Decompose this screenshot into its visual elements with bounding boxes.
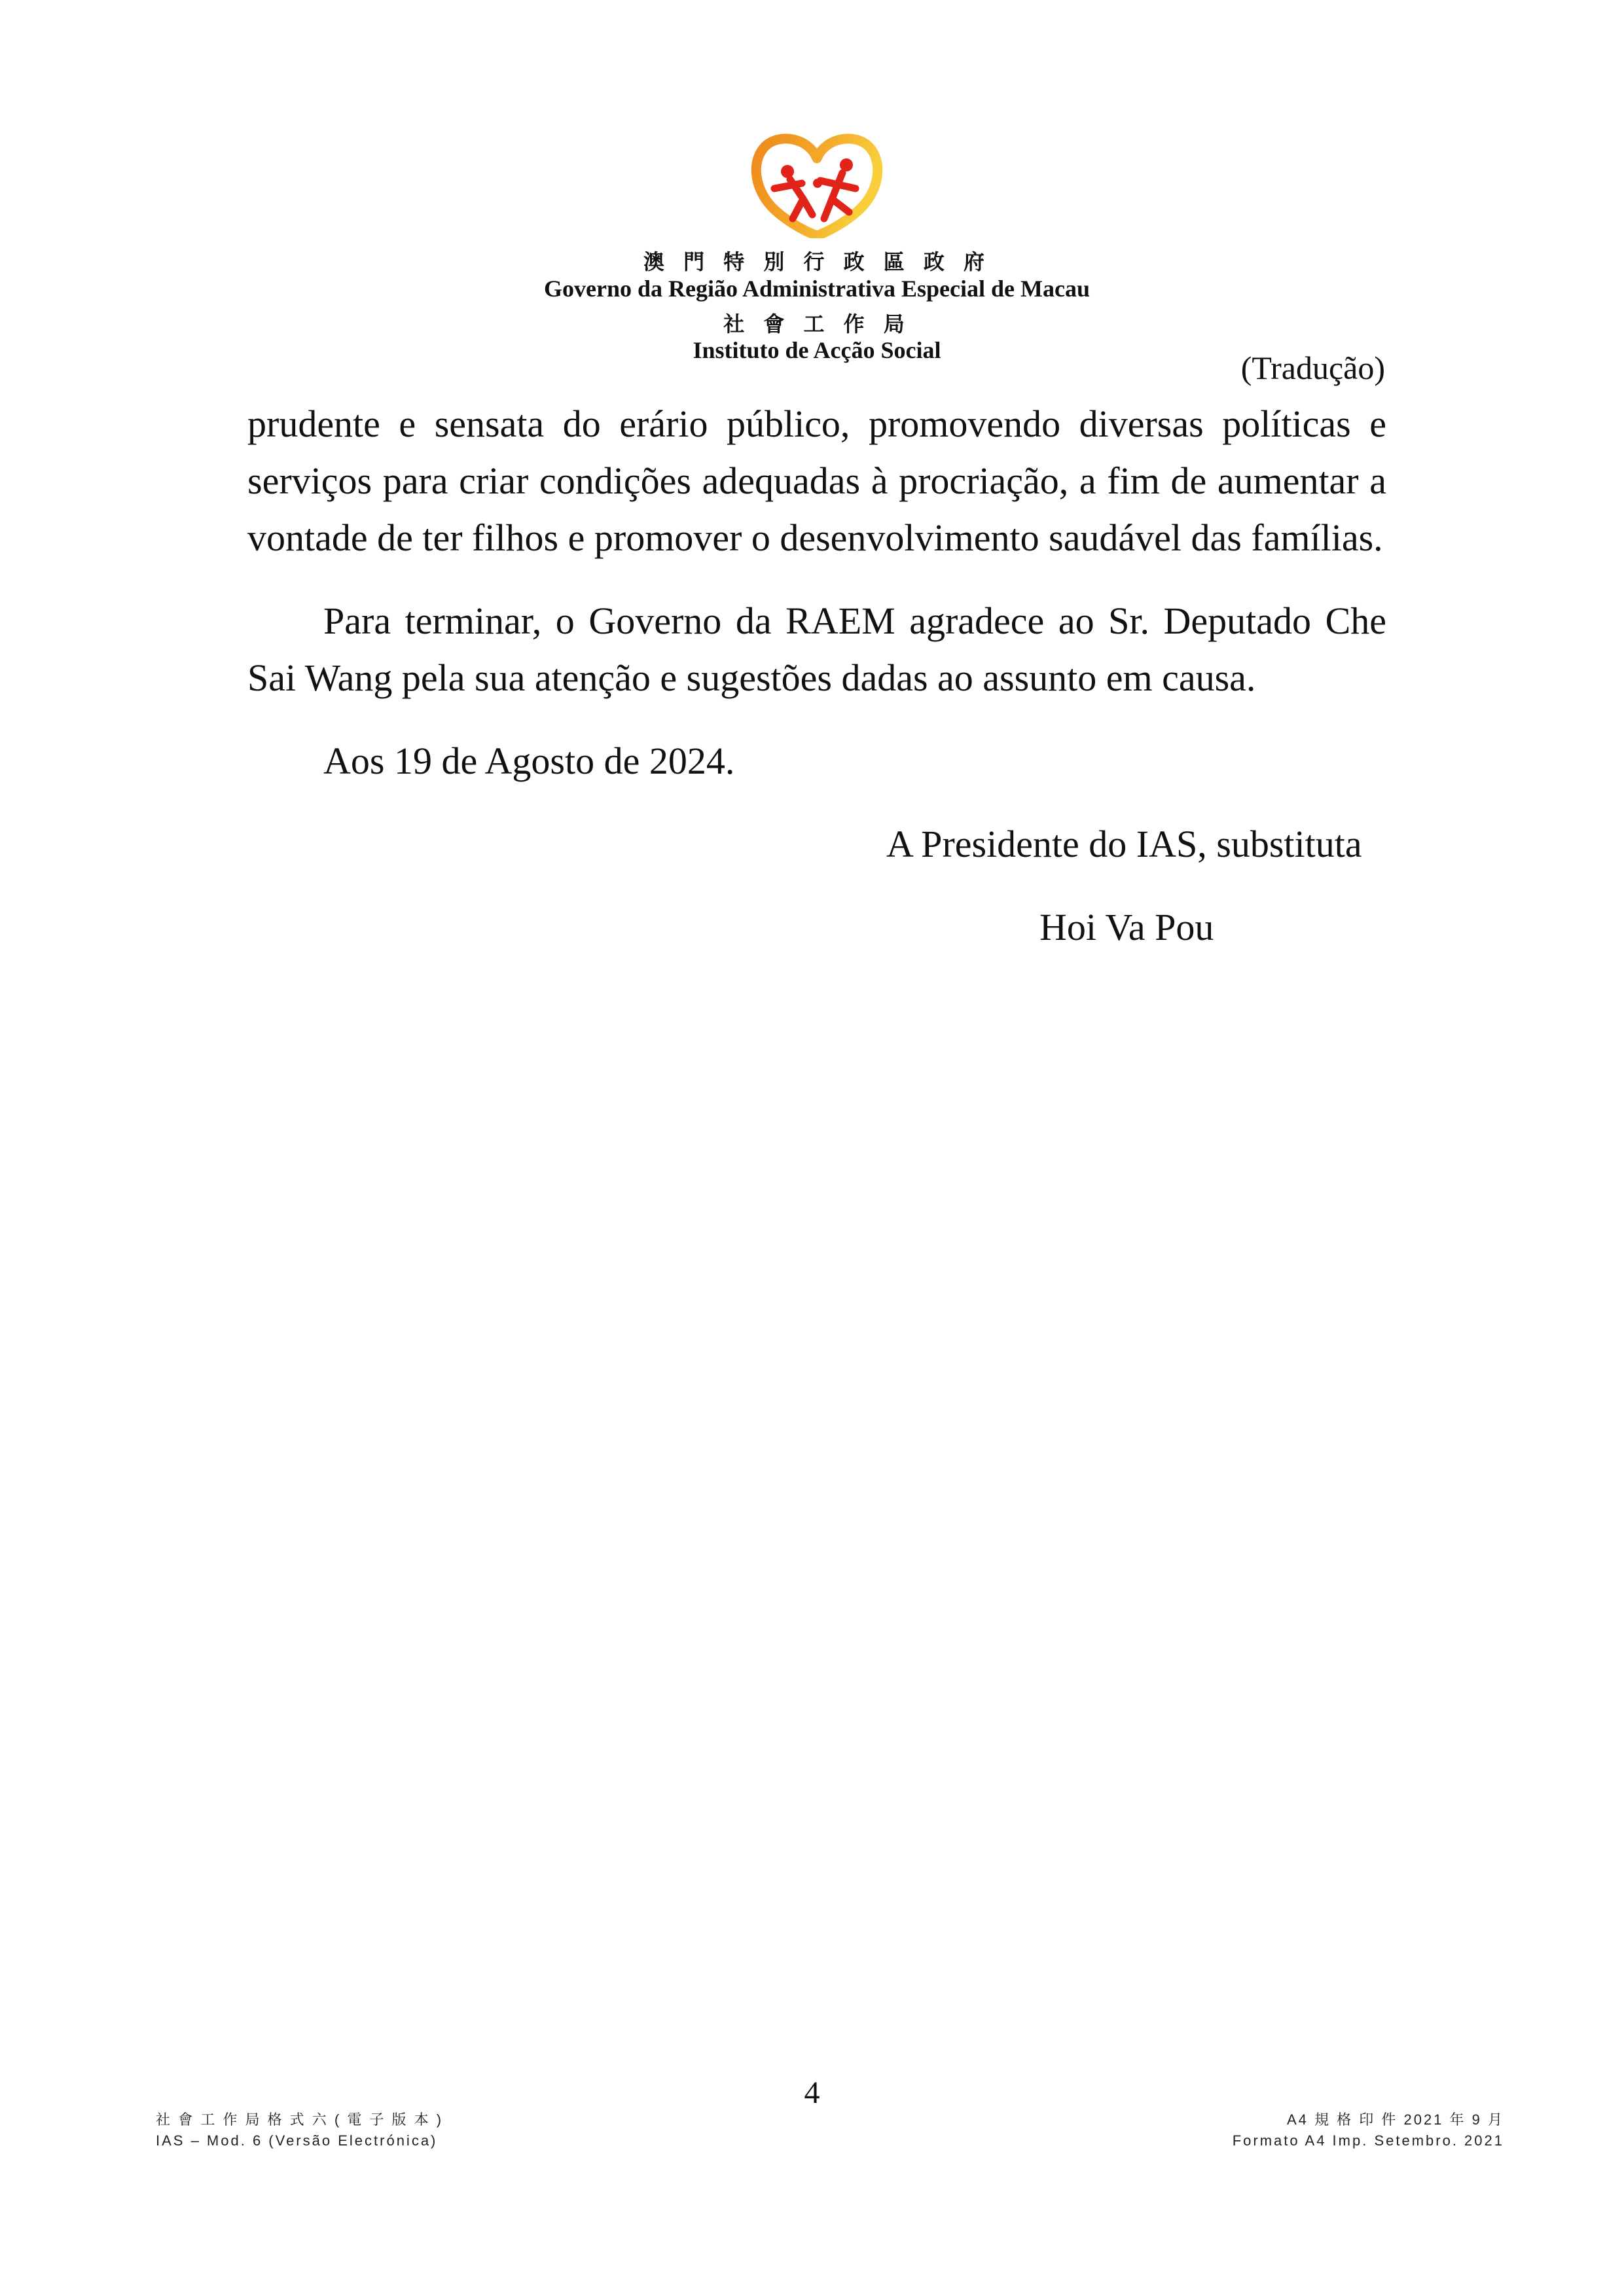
logo-figure-head-left xyxy=(781,165,794,178)
paragraph-continuation xyxy=(247,395,1386,566)
paragraph-date xyxy=(247,732,1386,789)
text-line: vontade de ter filhos e promover o desenvolvimento saudável das famílias. xyxy=(247,516,1383,559)
department-name-chinese: 社 會 工 作 局 xyxy=(723,312,911,336)
text-line: Para terminar, o Governo da RAEM agradece ao Sr. Deputado Che xyxy=(323,600,1386,642)
text-line: prudente e sensata do erário público, promovendo diversas políticas e xyxy=(247,403,1386,445)
letter-body xyxy=(247,395,1386,982)
footer-form-code-chinese: 社 會 工 作 局 格 式 六 ( 電 子 版 本 ) xyxy=(156,2111,444,2128)
government-name-portuguese: Governo da Região Administrativa Especial de Macau xyxy=(544,276,1090,302)
text-line: serviços para criar condições adequadas à procriação, a fim de aumentar a xyxy=(247,459,1386,502)
page-number: 4 xyxy=(804,2075,820,2110)
paragraph-closing xyxy=(247,592,1386,706)
footer-print-format-portuguese: Formato A4 Imp. Setembro. 2021 xyxy=(1232,2132,1504,2149)
signature-title: A Presidente do IAS, substituta xyxy=(886,823,1362,865)
logo-center-dot xyxy=(813,179,822,188)
logo-figure-head-right xyxy=(840,158,853,171)
footer-left xyxy=(156,2109,443,2151)
translation-note: (Tradução) xyxy=(1240,350,1385,386)
signature-name-block xyxy=(247,899,1386,956)
department-name-portuguese: Instituto de Acção Social xyxy=(693,337,941,363)
text-line: Sai Wang pela sua atenção e sugestões dadas ao assunto em causa. xyxy=(247,656,1256,699)
signature-name: Hoi Va Pou xyxy=(1039,906,1214,948)
date-line: Aos 19 de Agosto de 2024. xyxy=(323,740,735,782)
government-name-chinese: 澳 門 特 別 行 政 區 政 府 xyxy=(643,249,991,274)
footer-form-code-portuguese: IAS – Mod. 6 (Versão Electrónica) xyxy=(156,2132,438,2149)
footer-right xyxy=(1233,2109,1504,2151)
ias-heart-logo-icon xyxy=(747,131,887,238)
signature-block xyxy=(247,816,1386,872)
footer-print-format-chinese: A4 規 格 印 件 2021 年 9 月 xyxy=(1287,2111,1504,2128)
